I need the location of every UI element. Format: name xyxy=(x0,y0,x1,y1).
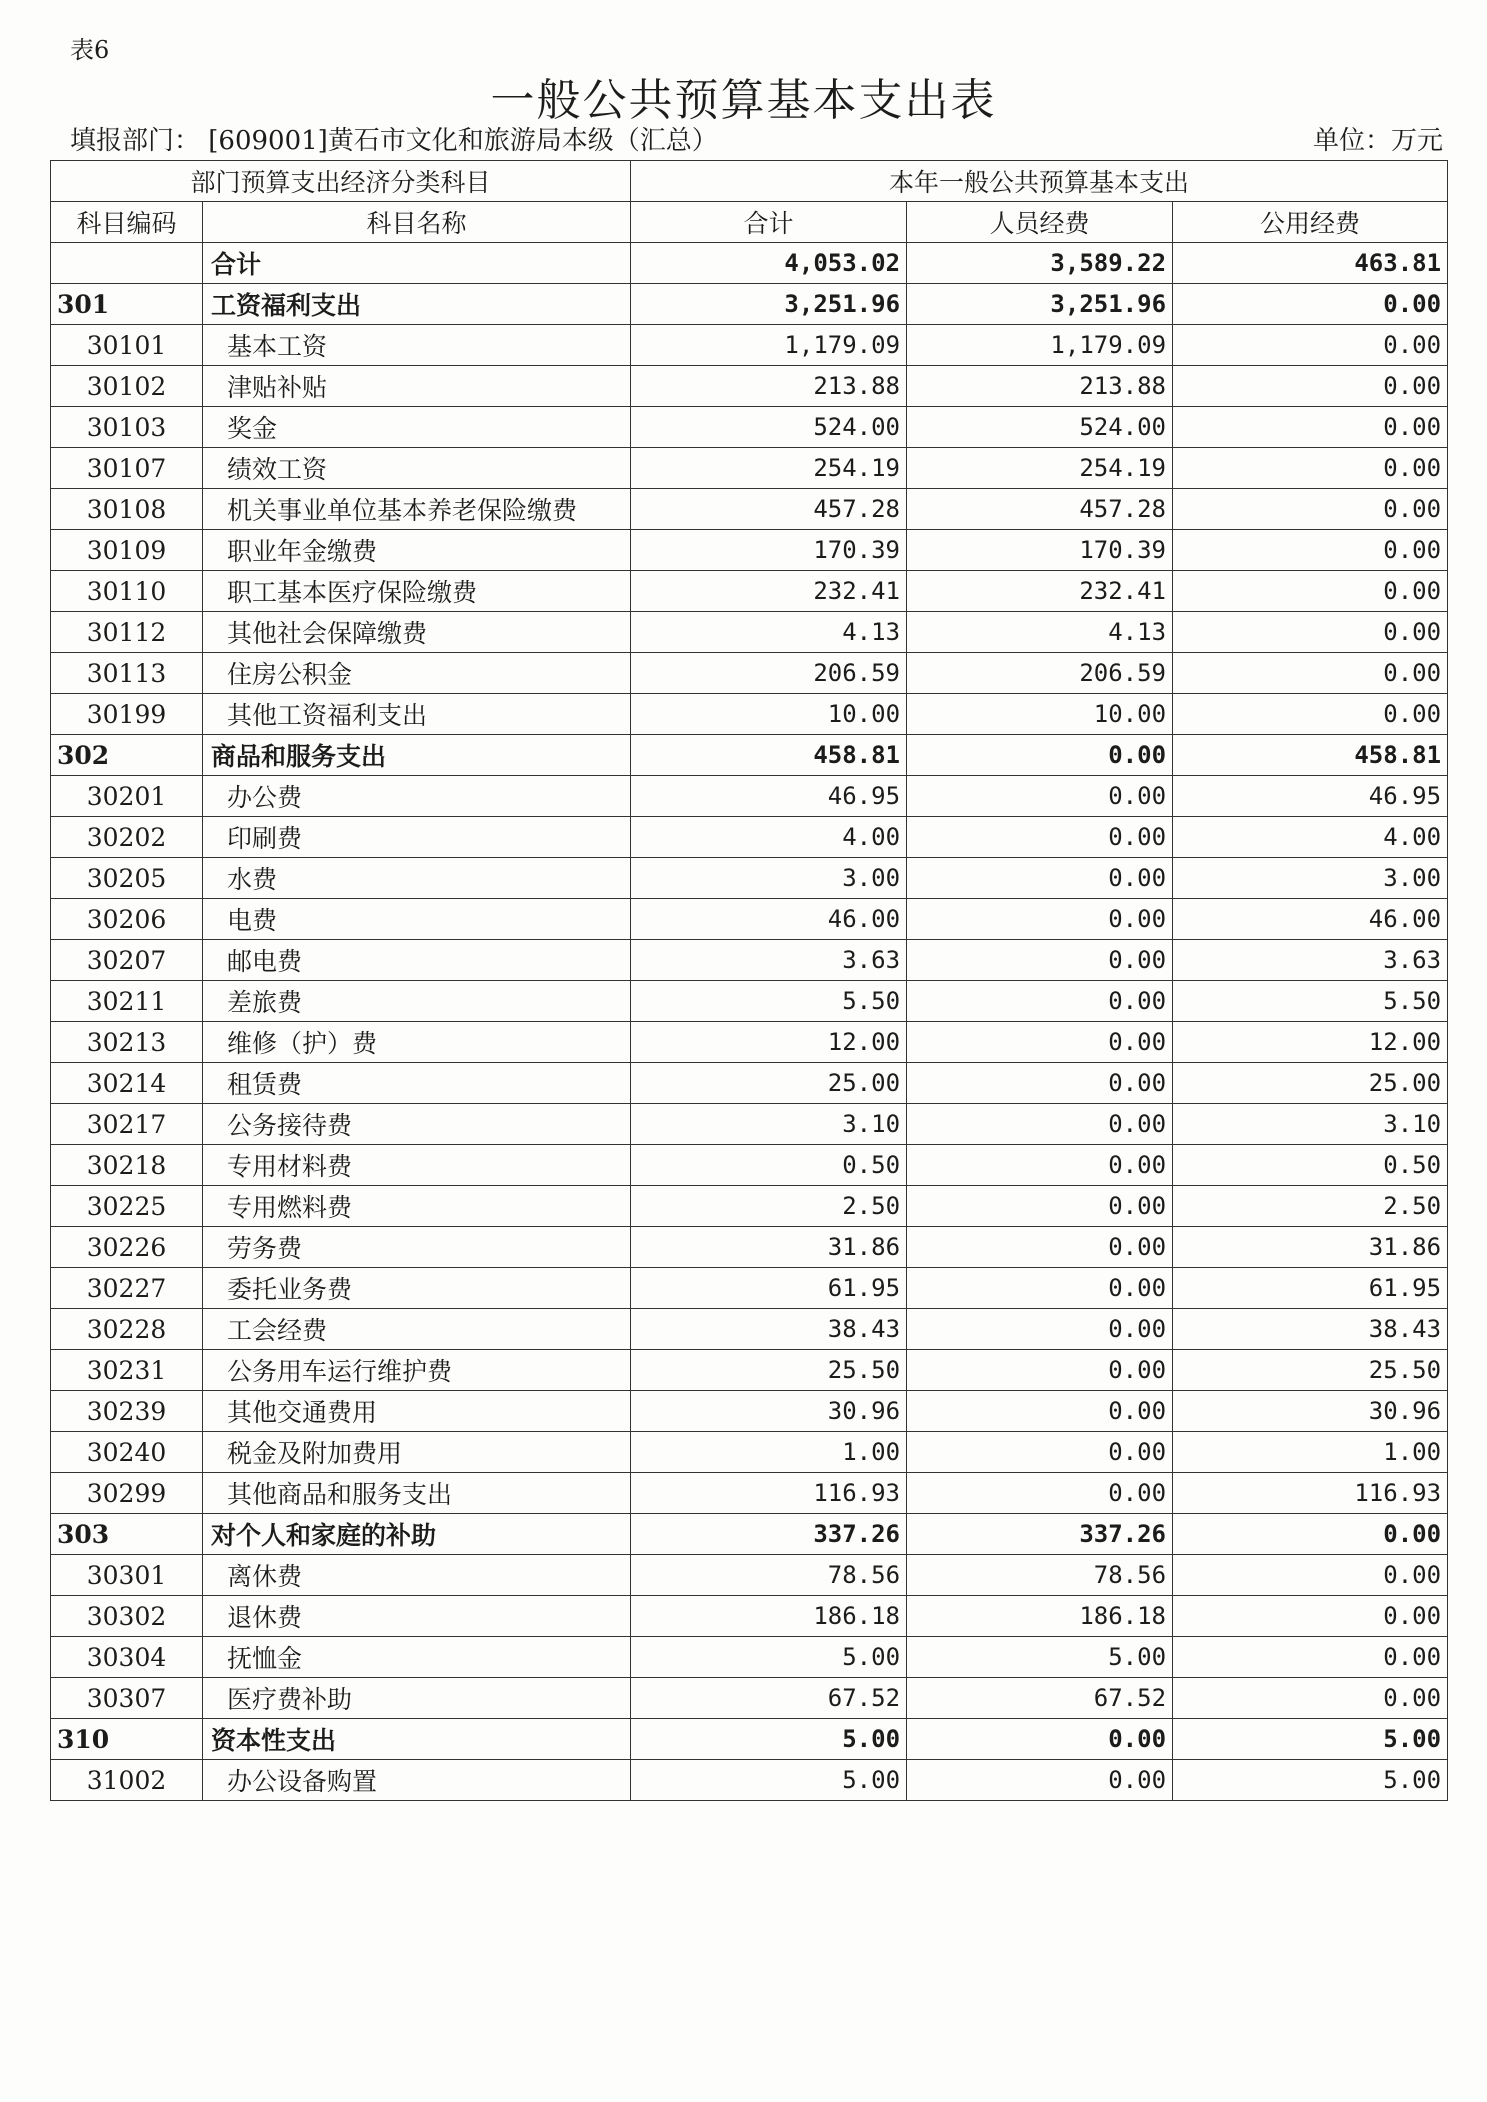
cell-code: 30206 xyxy=(51,899,203,940)
cell-public: 3.00 xyxy=(1173,858,1448,899)
cell-personnel: 0.00 xyxy=(907,1309,1173,1350)
cell-public: 0.00 xyxy=(1173,1678,1448,1719)
cell-personnel: 213.88 xyxy=(907,366,1173,407)
cell-name: 对个人和家庭的补助 xyxy=(203,1514,631,1555)
department-label: 填报部门： [609001]黄石市文化和旅游局本级（汇总） xyxy=(70,126,718,156)
table-row xyxy=(51,899,1448,940)
table-body xyxy=(51,243,1448,1801)
budget-table xyxy=(50,160,1448,1801)
column-header-row xyxy=(51,202,1448,243)
cell-name: 合计 xyxy=(203,243,631,284)
table-row xyxy=(51,1104,1448,1145)
table-row xyxy=(51,1227,1448,1268)
table-row xyxy=(51,366,1448,407)
cell-personnel: 0.00 xyxy=(907,1145,1173,1186)
cell-personnel: 0.00 xyxy=(907,1268,1173,1309)
total-row xyxy=(51,243,1448,284)
cell-personnel: 10.00 xyxy=(907,694,1173,735)
cell-code: 303 xyxy=(51,1514,203,1555)
cell-code: 30113 xyxy=(51,653,203,694)
cell-total: 524.00 xyxy=(631,407,907,448)
column-header-total: 合计 xyxy=(631,202,907,243)
cell-code: 30304 xyxy=(51,1637,203,1678)
cell-name: 差旅费 xyxy=(203,981,631,1022)
column-header-public: 公用经费 xyxy=(1173,202,1448,243)
cell-personnel: 4.13 xyxy=(907,612,1173,653)
cell-name: 机关事业单位基本养老保险缴费 xyxy=(203,489,631,530)
cell-personnel: 232.41 xyxy=(907,571,1173,612)
cell-total: 10.00 xyxy=(631,694,907,735)
cell-public: 5.00 xyxy=(1173,1719,1448,1760)
table-row xyxy=(51,1432,1448,1473)
table-row xyxy=(51,940,1448,981)
cell-code: 30110 xyxy=(51,571,203,612)
cell-personnel: 0.00 xyxy=(907,858,1173,899)
cell-total: 2.50 xyxy=(631,1186,907,1227)
table-row xyxy=(51,981,1448,1022)
cell-code: 30211 xyxy=(51,981,203,1022)
cell-personnel: 0.00 xyxy=(907,940,1173,981)
cell-personnel: 457.28 xyxy=(907,489,1173,530)
cell-total: 12.00 xyxy=(631,1022,907,1063)
cell-public: 61.95 xyxy=(1173,1268,1448,1309)
cell-personnel: 0.00 xyxy=(907,1022,1173,1063)
table-row xyxy=(51,1391,1448,1432)
cell-personnel: 78.56 xyxy=(907,1555,1173,1596)
cell-public: 30.96 xyxy=(1173,1391,1448,1432)
cell-name: 津贴补贴 xyxy=(203,366,631,407)
cell-name: 基本工资 xyxy=(203,325,631,366)
cell-code: 30103 xyxy=(51,407,203,448)
cell-name: 其他交通费用 xyxy=(203,1391,631,1432)
cell-personnel: 254.19 xyxy=(907,448,1173,489)
cell-code: 30199 xyxy=(51,694,203,735)
cell-total: 254.19 xyxy=(631,448,907,489)
category-row xyxy=(51,1514,1448,1555)
cell-personnel: 0.00 xyxy=(907,1186,1173,1227)
table-row xyxy=(51,817,1448,858)
column-header-name: 科目名称 xyxy=(203,202,631,243)
cell-personnel: 0.00 xyxy=(907,776,1173,817)
column-header-personnel: 人员经费 xyxy=(907,202,1173,243)
cell-total: 25.00 xyxy=(631,1063,907,1104)
cell-personnel: 0.00 xyxy=(907,1227,1173,1268)
cell-name: 其他社会保障缴费 xyxy=(203,612,631,653)
cell-code: 30102 xyxy=(51,366,203,407)
table-row xyxy=(51,489,1448,530)
cell-total: 213.88 xyxy=(631,366,907,407)
table-row xyxy=(51,1350,1448,1391)
cell-public: 3.10 xyxy=(1173,1104,1448,1145)
cell-personnel: 1,179.09 xyxy=(907,325,1173,366)
table-number: 表6 xyxy=(70,36,110,64)
cell-name: 住房公积金 xyxy=(203,653,631,694)
cell-code: 30307 xyxy=(51,1678,203,1719)
cell-name: 办公设备购置 xyxy=(203,1760,631,1801)
cell-name: 医疗费补助 xyxy=(203,1678,631,1719)
cell-personnel: 170.39 xyxy=(907,530,1173,571)
cell-name: 水费 xyxy=(203,858,631,899)
cell-total: 186.18 xyxy=(631,1596,907,1637)
cell-total: 67.52 xyxy=(631,1678,907,1719)
cell-public: 116.93 xyxy=(1173,1473,1448,1514)
page-title: 一般公共预算基本支出表 xyxy=(490,75,997,126)
cell-public: 463.81 xyxy=(1173,243,1448,284)
cell-total: 457.28 xyxy=(631,489,907,530)
cell-code: 30218 xyxy=(51,1145,203,1186)
cell-public: 0.00 xyxy=(1173,407,1448,448)
cell-public: 0.00 xyxy=(1173,284,1448,325)
cell-public: 0.00 xyxy=(1173,325,1448,366)
cell-public: 0.50 xyxy=(1173,1145,1448,1186)
cell-personnel: 0.00 xyxy=(907,899,1173,940)
cell-code: 30240 xyxy=(51,1432,203,1473)
cell-name: 办公费 xyxy=(203,776,631,817)
cell-name: 公务用车运行维护费 xyxy=(203,1350,631,1391)
cell-name: 专用燃料费 xyxy=(203,1186,631,1227)
cell-code: 30107 xyxy=(51,448,203,489)
cell-personnel: 5.00 xyxy=(907,1637,1173,1678)
cell-code: 30201 xyxy=(51,776,203,817)
cell-public: 12.00 xyxy=(1173,1022,1448,1063)
cell-name: 绩效工资 xyxy=(203,448,631,489)
cell-name: 职工基本医疗保险缴费 xyxy=(203,571,631,612)
cell-public: 0.00 xyxy=(1173,1555,1448,1596)
cell-total: 3.00 xyxy=(631,858,907,899)
cell-personnel: 0.00 xyxy=(907,1473,1173,1514)
cell-name: 其他工资福利支出 xyxy=(203,694,631,735)
category-row xyxy=(51,1719,1448,1760)
cell-code: 30108 xyxy=(51,489,203,530)
cell-public: 458.81 xyxy=(1173,735,1448,776)
cell-personnel: 0.00 xyxy=(907,735,1173,776)
cell-public: 46.00 xyxy=(1173,899,1448,940)
cell-public: 0.00 xyxy=(1173,612,1448,653)
cell-public: 1.00 xyxy=(1173,1432,1448,1473)
cell-public: 46.95 xyxy=(1173,776,1448,817)
table-row xyxy=(51,1678,1448,1719)
cell-total: 46.00 xyxy=(631,899,907,940)
cell-total: 4,053.02 xyxy=(631,243,907,284)
cell-public: 5.00 xyxy=(1173,1760,1448,1801)
cell-total: 4.13 xyxy=(631,612,907,653)
cell-personnel: 0.00 xyxy=(907,981,1173,1022)
cell-public: 0.00 xyxy=(1173,1514,1448,1555)
cell-total: 0.50 xyxy=(631,1145,907,1186)
cell-name: 税金及附加费用 xyxy=(203,1432,631,1473)
cell-public: 38.43 xyxy=(1173,1309,1448,1350)
table-row xyxy=(51,1063,1448,1104)
cell-code: 30228 xyxy=(51,1309,203,1350)
cell-code: 30207 xyxy=(51,940,203,981)
cell-personnel: 3,251.96 xyxy=(907,284,1173,325)
cell-name: 租赁费 xyxy=(203,1063,631,1104)
cell-name: 离休费 xyxy=(203,1555,631,1596)
cell-code: 30226 xyxy=(51,1227,203,1268)
table-row xyxy=(51,448,1448,489)
table-row xyxy=(51,1309,1448,1350)
table-row xyxy=(51,1145,1448,1186)
cell-name: 印刷费 xyxy=(203,817,631,858)
category-row xyxy=(51,284,1448,325)
cell-code: 30227 xyxy=(51,1268,203,1309)
table-row xyxy=(51,1555,1448,1596)
cell-total: 5.00 xyxy=(631,1760,907,1801)
table-row xyxy=(51,325,1448,366)
table-row xyxy=(51,653,1448,694)
cell-total: 3.63 xyxy=(631,940,907,981)
table-row xyxy=(51,407,1448,448)
cell-name: 资本性支出 xyxy=(203,1719,631,1760)
table-row xyxy=(51,530,1448,571)
table-row xyxy=(51,1596,1448,1637)
cell-name: 电费 xyxy=(203,899,631,940)
table-row xyxy=(51,1473,1448,1514)
cell-name: 维修（护）费 xyxy=(203,1022,631,1063)
cell-public: 0.00 xyxy=(1173,1596,1448,1637)
cell-public: 0.00 xyxy=(1173,694,1448,735)
cell-public: 2.50 xyxy=(1173,1186,1448,1227)
cell-public: 0.00 xyxy=(1173,1637,1448,1678)
cell-name: 工资福利支出 xyxy=(203,284,631,325)
cell-total: 4.00 xyxy=(631,817,907,858)
cell-personnel: 0.00 xyxy=(907,817,1173,858)
cell-personnel: 0.00 xyxy=(907,1104,1173,1145)
cell-code: 31002 xyxy=(51,1760,203,1801)
cell-code: 30302 xyxy=(51,1596,203,1637)
cell-name: 其他商品和服务支出 xyxy=(203,1473,631,1514)
cell-name: 工会经费 xyxy=(203,1309,631,1350)
cell-name: 奖金 xyxy=(203,407,631,448)
cell-total: 206.59 xyxy=(631,653,907,694)
cell-public: 0.00 xyxy=(1173,571,1448,612)
cell-code: 30101 xyxy=(51,325,203,366)
cell-total: 3,251.96 xyxy=(631,284,907,325)
cell-total: 46.95 xyxy=(631,776,907,817)
table-row xyxy=(51,694,1448,735)
cell-total: 1,179.09 xyxy=(631,325,907,366)
cell-personnel: 206.59 xyxy=(907,653,1173,694)
table-row xyxy=(51,1637,1448,1678)
cell-code: 30217 xyxy=(51,1104,203,1145)
cell-personnel: 0.00 xyxy=(907,1432,1173,1473)
cell-name: 邮电费 xyxy=(203,940,631,981)
cell-total: 78.56 xyxy=(631,1555,907,1596)
cell-personnel: 186.18 xyxy=(907,1596,1173,1637)
cell-personnel: 0.00 xyxy=(907,1350,1173,1391)
table-row xyxy=(51,1186,1448,1227)
table-row xyxy=(51,1760,1448,1801)
cell-code: 30213 xyxy=(51,1022,203,1063)
classification-group-header: 部门预算支出经济分类科目 xyxy=(51,161,631,202)
column-header-code: 科目编码 xyxy=(51,202,203,243)
cell-personnel: 3,589.22 xyxy=(907,243,1173,284)
cell-total: 31.86 xyxy=(631,1227,907,1268)
cell-code: 30109 xyxy=(51,530,203,571)
cell-code: 301 xyxy=(51,284,203,325)
cell-total: 5.00 xyxy=(631,1637,907,1678)
cell-name: 劳务费 xyxy=(203,1227,631,1268)
cell-code: 30299 xyxy=(51,1473,203,1514)
cell-code: 30231 xyxy=(51,1350,203,1391)
cell-personnel: 337.26 xyxy=(907,1514,1173,1555)
cell-personnel: 0.00 xyxy=(907,1760,1173,1801)
cell-total: 458.81 xyxy=(631,735,907,776)
table-row xyxy=(51,858,1448,899)
group-header-row xyxy=(51,161,1448,202)
cell-code: 30225 xyxy=(51,1186,203,1227)
cell-personnel: 524.00 xyxy=(907,407,1173,448)
cell-public: 3.63 xyxy=(1173,940,1448,981)
cell-code: 30214 xyxy=(51,1063,203,1104)
cell-total: 38.43 xyxy=(631,1309,907,1350)
cell-public: 0.00 xyxy=(1173,489,1448,530)
cell-name: 退休费 xyxy=(203,1596,631,1637)
cell-personnel: 0.00 xyxy=(907,1063,1173,1104)
unit-label: 单位：万元 xyxy=(1312,126,1443,156)
cell-total: 116.93 xyxy=(631,1473,907,1514)
cell-total: 5.50 xyxy=(631,981,907,1022)
cell-total: 232.41 xyxy=(631,571,907,612)
expenditure-group-header: 本年一般公共预算基本支出 xyxy=(631,161,1448,202)
cell-name: 委托业务费 xyxy=(203,1268,631,1309)
cell-public: 5.50 xyxy=(1173,981,1448,1022)
cell-total: 1.00 xyxy=(631,1432,907,1473)
cell-personnel: 0.00 xyxy=(907,1391,1173,1432)
cell-name: 商品和服务支出 xyxy=(203,735,631,776)
table-row xyxy=(51,1022,1448,1063)
cell-code: 30112 xyxy=(51,612,203,653)
cell-code: 30239 xyxy=(51,1391,203,1432)
cell-name: 公务接待费 xyxy=(203,1104,631,1145)
category-row xyxy=(51,735,1448,776)
cell-public: 25.00 xyxy=(1173,1063,1448,1104)
cell-name: 职业年金缴费 xyxy=(203,530,631,571)
cell-public: 0.00 xyxy=(1173,366,1448,407)
table-row xyxy=(51,571,1448,612)
table-row xyxy=(51,1268,1448,1309)
cell-public: 0.00 xyxy=(1173,530,1448,571)
cell-code xyxy=(51,243,203,284)
cell-total: 5.00 xyxy=(631,1719,907,1760)
cell-public: 4.00 xyxy=(1173,817,1448,858)
cell-personnel: 0.00 xyxy=(907,1719,1173,1760)
cell-total: 61.95 xyxy=(631,1268,907,1309)
cell-personnel: 67.52 xyxy=(907,1678,1173,1719)
cell-total: 170.39 xyxy=(631,530,907,571)
cell-total: 30.96 xyxy=(631,1391,907,1432)
cell-name: 抚恤金 xyxy=(203,1637,631,1678)
cell-public: 31.86 xyxy=(1173,1227,1448,1268)
cell-public: 0.00 xyxy=(1173,653,1448,694)
cell-public: 0.00 xyxy=(1173,448,1448,489)
cell-code: 30202 xyxy=(51,817,203,858)
table-row xyxy=(51,776,1448,817)
table-row xyxy=(51,612,1448,653)
cell-total: 3.10 xyxy=(631,1104,907,1145)
cell-code: 30205 xyxy=(51,858,203,899)
cell-total: 25.50 xyxy=(631,1350,907,1391)
cell-code: 30301 xyxy=(51,1555,203,1596)
cell-public: 25.50 xyxy=(1173,1350,1448,1391)
cell-total: 337.26 xyxy=(631,1514,907,1555)
cell-name: 专用材料费 xyxy=(203,1145,631,1186)
cell-code: 302 xyxy=(51,735,203,776)
cell-code: 310 xyxy=(51,1719,203,1760)
